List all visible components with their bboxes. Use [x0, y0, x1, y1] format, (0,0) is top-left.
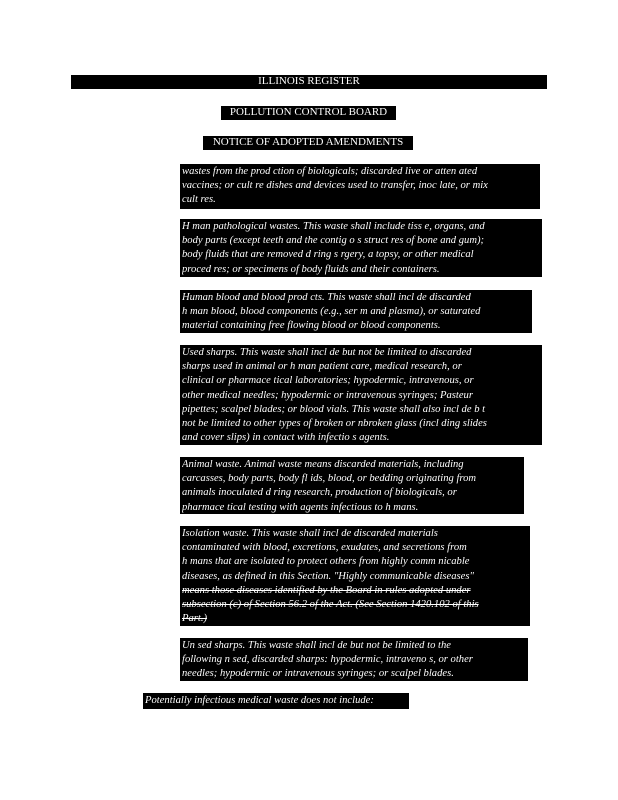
paragraph-unused-sharps: Un sed sharps. This waste shall incl de but not be limited to the following n sed, discarded sharps: hypodermic, intraveno s, or other needles; hypodermic or intravenous syringes; or scalpel blades. [180, 638, 528, 681]
paragraph-pathological-wastes: H man pathological wastes. This waste shall include tiss e, organs, and body parts (except teeth and the contig o s struct res of bone and gum); body fluids that are removed d ring s rgery, a topsy, or other medical proced res; or specimens of body fluids and their containers. [180, 219, 542, 277]
stricken-text: Part.) [182, 613, 208, 625]
notice-header: NOTICE OF ADOPTED AMENDMENTS [203, 136, 413, 150]
stricken-text: subsection (c) of Section 56.2 of the Act. (See Section 1420.102 of this [182, 599, 479, 611]
stricken-text: means those diseases identified by the Board in rules adopted under [182, 584, 471, 596]
paragraph-isolation-waste: Isolation waste. This waste shall incl de discarded materials contaminated with blood, excretions, exudates, and secretions from h mans that are isolated to protect others from highly comm nicable diseases, as defined in this Section. "Highly communicable diseases" means those diseases identified by the Board in rules adopted under subsection (c) of Section 56.2 of the Act. (See Section 1420.102 of this Part.) [180, 526, 530, 626]
closing-line: Potentially infectious medical waste does not include: [143, 693, 409, 709]
margin-mark: .. [113, 84, 118, 94]
board-header: POLLUTION CONTROL BOARD [221, 106, 396, 120]
paragraph-animal-waste: Animal waste. Animal waste means discarded materials, including carcasses, body parts, body fl ids, blood, or bedding originating from animals inoculated d ring research, production of biologicals, or pharmace tical testing with agents infectious to h mans. [180, 457, 524, 514]
paragraph-human-blood: Human blood and blood prod cts. This waste shall incl de discarded h man blood, blood components (e.g., ser m and plasma), or saturated material containing free flowing blood or blood components. [180, 290, 532, 333]
paragraph-biologicals: wastes from the prod ction of biologicals; discarded live or atten ated vaccines; or cult re dishes and devices used to transfer, inoc late, or mix cult res. [180, 164, 540, 209]
register-title: ILLINOIS REGISTER [258, 75, 360, 87]
paragraph-used-sharps: Used sharps. This waste shall incl de but not be limited to discarded sharps used in animal or h man patient care, medical research, or clinical or pharmace tical laboratories; hypodermic, intravenous, or other medical needles; hypodermic or intravenous syringes; Pasteur pipettes; scalpel blades; or blood vials. This waste shall also incl de b t not be limited to other types of broken or nbroken glass (incl ding slides and cover slips) in contact with infectio s agents. [180, 345, 542, 445]
register-header [71, 75, 547, 89]
